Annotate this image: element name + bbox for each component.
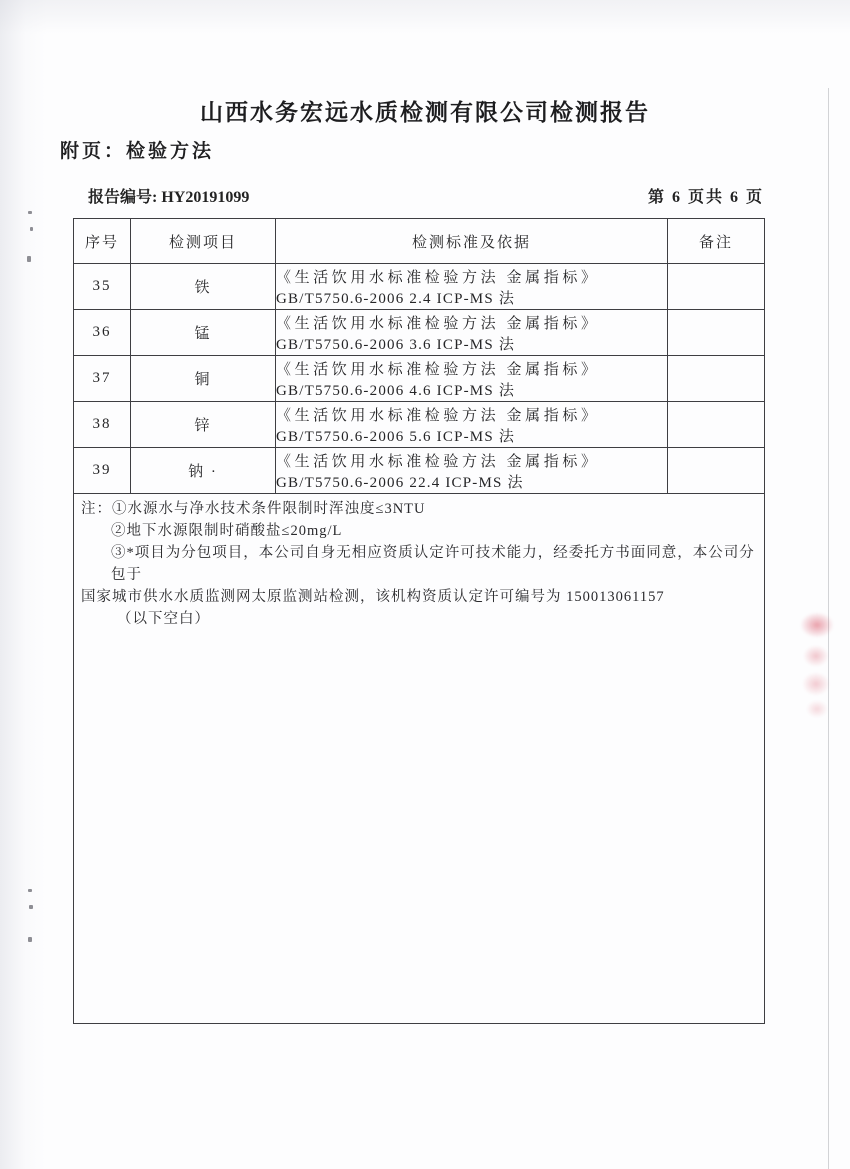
standard-line1: 《生活饮用水标准检验方法 金属指标》 xyxy=(276,269,600,286)
meta-row xyxy=(88,184,764,207)
row-seq: 39 xyxy=(74,448,131,494)
row-seq: 37 xyxy=(74,356,131,402)
red-stamp-smudge xyxy=(803,645,829,667)
scan-speck xyxy=(28,211,32,214)
table-row xyxy=(74,402,765,448)
note-line-4: 国家城市供水水质监测网太原监测站检测，该机构资质认定许可编号为 150013061157 xyxy=(81,589,665,605)
scan-left-shading xyxy=(0,0,46,1169)
row-remark xyxy=(668,310,765,356)
note-line-1: 注：①水源水与净水技术条件限制时浑浊度≤3NTU xyxy=(81,501,426,517)
row-remark xyxy=(668,448,765,494)
row-standard xyxy=(276,310,668,356)
scan-speck xyxy=(29,905,33,909)
note-line-5: （以下空白） xyxy=(117,611,210,627)
table-header-row xyxy=(74,219,765,264)
standard-line1: 《生活饮用水标准检验方法 金属指标》 xyxy=(276,453,600,470)
row-item: 铁 xyxy=(131,264,276,310)
appendix-subtitle: 附页：检验方法 xyxy=(60,141,215,162)
notes-area xyxy=(74,494,765,1024)
standard-line2: GB/T5750.6-2006 4.6 ICP-MS 法 xyxy=(276,382,516,399)
note-line-2: ②地下水源限制时硝酸盐≤20mg/L xyxy=(111,523,343,539)
header-seq: 序号 xyxy=(74,219,131,264)
standard-line2: GB/T5750.6-2006 22.4 ICP-MS 法 xyxy=(276,474,524,491)
report-title: 山西水务宏远水质检测有限公司检测报告 xyxy=(200,100,650,125)
table-row xyxy=(74,356,765,402)
row-item: 锰 xyxy=(131,310,276,356)
standard-line1: 《生活饮用水标准检验方法 金属指标》 xyxy=(276,361,600,378)
red-stamp-smudge xyxy=(806,700,828,718)
row-remark xyxy=(668,356,765,402)
standard-line2: GB/T5750.6-2006 5.6 ICP-MS 法 xyxy=(276,428,516,445)
report-number: 报告编号: HY20191099 xyxy=(88,189,250,206)
row-item: 钠 · xyxy=(131,448,276,494)
scan-speck xyxy=(28,937,32,942)
standard-line1: 《生活饮用水标准检验方法 金属指标》 xyxy=(276,315,600,332)
standard-line1: 《生活饮用水标准检验方法 金属指标》 xyxy=(276,407,600,424)
header-standard: 检测标准及依据 xyxy=(276,219,668,264)
method-table xyxy=(73,218,765,1024)
standard-line2: GB/T5750.6-2006 2.4 ICP-MS 法 xyxy=(276,290,516,307)
table-row xyxy=(74,264,765,310)
row-item: 铜 xyxy=(131,356,276,402)
red-stamp-smudge xyxy=(802,672,830,696)
row-seq: 35 xyxy=(74,264,131,310)
standard-line2: GB/T5750.6-2006 3.6 ICP-MS 法 xyxy=(276,336,516,353)
note-line-3: ③*项目为分包项目，本公司自身无相应资质认定许可技术能力，经委托方书面同意，本公司分包于 xyxy=(111,545,755,583)
row-remark xyxy=(668,402,765,448)
row-standard xyxy=(276,448,668,494)
page-indicator: 第 6 页共 6 页 xyxy=(647,189,764,206)
scan-speck xyxy=(30,227,33,231)
row-standard xyxy=(276,402,668,448)
row-standard xyxy=(276,264,668,310)
table-row xyxy=(74,310,765,356)
header-item: 检测项目 xyxy=(131,219,276,264)
scan-top-shading xyxy=(0,0,850,34)
header-remark: 备注 xyxy=(668,219,765,264)
notes-row xyxy=(74,494,765,1024)
row-seq: 38 xyxy=(74,402,131,448)
table-row xyxy=(74,448,765,494)
scan-speck xyxy=(28,889,32,892)
red-stamp-smudge xyxy=(800,612,834,638)
row-item: 锌 xyxy=(131,402,276,448)
row-standard xyxy=(276,356,668,402)
row-remark xyxy=(668,264,765,310)
scan-speck xyxy=(27,256,31,262)
row-seq: 36 xyxy=(74,310,131,356)
